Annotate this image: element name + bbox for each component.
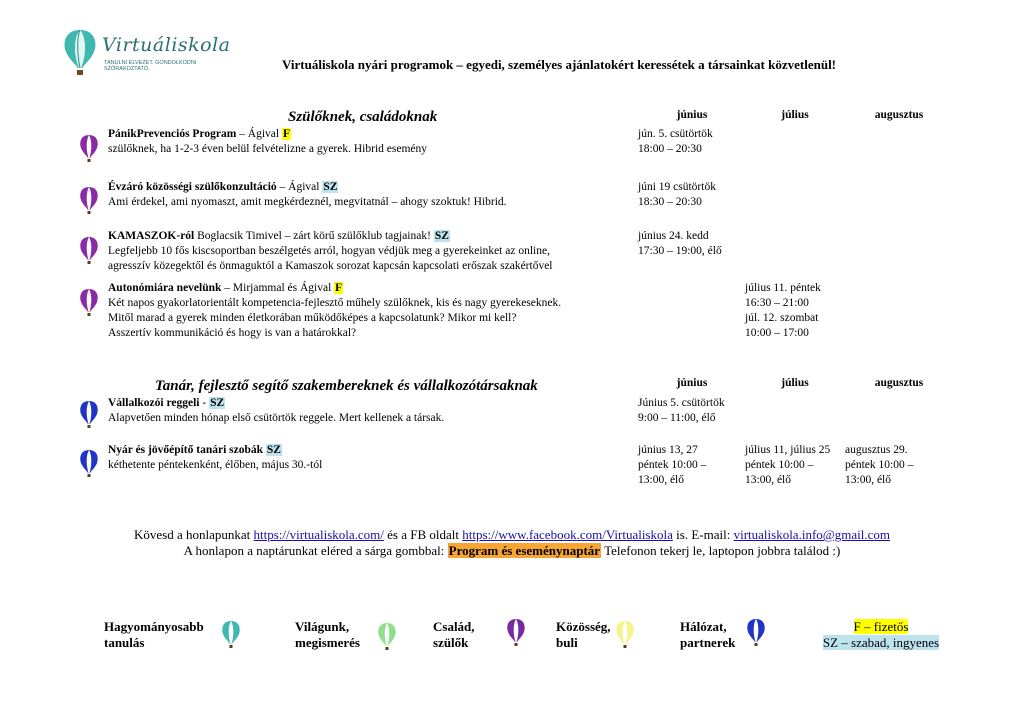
time-line: péntek 10:00 – xyxy=(745,459,814,471)
network-balloon-icon xyxy=(78,449,100,479)
section1-title: Szülőknek, családoknak xyxy=(288,109,438,125)
event-host: - xyxy=(199,397,210,409)
event-desc: szülőknek, ha 1-2-3 éven belül felvételizne a gyerek. Hibrid esemény xyxy=(108,143,428,155)
footer-links xyxy=(0,527,1024,543)
legend-paid: F – fizetős xyxy=(853,619,909,634)
event-host: – Mirjammal és Ágival xyxy=(221,282,335,294)
event-host: – Ágival xyxy=(236,128,282,140)
legend-label: megismerés xyxy=(295,635,360,650)
section2-month-june: június xyxy=(676,377,708,389)
legend-label: szülők xyxy=(433,635,469,650)
section1-month-august: augusztus xyxy=(874,109,924,121)
family-balloon-icon xyxy=(78,288,100,318)
legend-label: Család, xyxy=(433,619,475,634)
footer-calendar xyxy=(0,543,1024,559)
event-autonomia-july xyxy=(745,281,821,341)
date-line: Június 5. csütörtök xyxy=(638,397,725,409)
event-title: Vállalkozói reggeli xyxy=(108,397,200,409)
event-tanari-july xyxy=(745,443,830,488)
legend-label: Hagyományosabb xyxy=(104,619,204,634)
time-line: 13:00, élő xyxy=(638,474,684,486)
date-line: augusztus 29. xyxy=(845,444,908,456)
time-line: 16:30 – 21:00 xyxy=(745,297,809,309)
legend-label: Világunk, xyxy=(295,619,350,634)
logo-tagline: TANULNI ÉLVEZET. GONDOLKODNI SZÓRAKOZTATÓ. xyxy=(104,60,197,72)
website-link[interactable]: https://virtualiskola.com/ xyxy=(253,527,384,542)
event-desc: Mitől marad a gyerek minden életkorában működőképes a kapcsolatunk? Mikor mi kell? xyxy=(108,312,517,324)
logo xyxy=(60,28,230,80)
legend-label: Hálózat, xyxy=(680,619,727,634)
legend-label: buli xyxy=(556,635,578,650)
date-line: július 11, július 25 xyxy=(745,444,831,456)
date-line: júl. 12. szombat xyxy=(745,312,819,324)
footer-text: A honlapon a naptárunkat eléred a sárga gombbal: xyxy=(183,543,448,558)
legend-free: SZ – szabad, ingyenes xyxy=(822,635,940,650)
footer-text: is. E-mail: xyxy=(672,527,734,542)
time-line: 13:00, élő xyxy=(845,474,891,486)
tag-free: SZ xyxy=(434,230,449,242)
section2-month-july: július xyxy=(781,377,809,389)
email-link[interactable]: virtualiskola.info@gmail.com xyxy=(733,527,890,542)
event-desc: Ami érdekel, ami nyomaszt, amit megkérdeznél, megvitatnál – ahogy szoktuk! Hibrid. xyxy=(108,196,507,208)
family-balloon-icon xyxy=(78,134,100,164)
legend-tags xyxy=(815,619,947,651)
time-line: 13:00, élő xyxy=(745,474,791,486)
event-desc: kéthetente péntekenként, élőben, május 30.-tól xyxy=(108,459,323,471)
event-title: KAMASZOK-ról xyxy=(108,230,195,242)
community-balloon-icon xyxy=(614,620,636,650)
event-panikprevencio xyxy=(108,127,427,157)
event-desc: agresszív közegektől és önmaguktól a Kamaszok sorozat kapcsán kapcsolati erőszak szakértővel xyxy=(108,260,553,272)
time-line: 17:30 – 19:00, élő xyxy=(638,245,722,257)
event-tanari-june xyxy=(638,443,706,488)
footer-text: Kövesd a honlapunkat xyxy=(134,527,254,542)
legend-world xyxy=(295,619,360,651)
event-evzaro-june xyxy=(638,180,716,210)
family-balloon-icon xyxy=(505,618,527,648)
event-desc: Alapvetően minden hónap első csütörtök reggele. Mert kellenek a társak. xyxy=(108,412,445,424)
date-line: július 11. péntek xyxy=(745,282,821,294)
learning-balloon-icon xyxy=(220,620,242,650)
event-title: PánikPrevenciós Program xyxy=(108,128,237,140)
legend-network xyxy=(680,619,735,651)
family-balloon-icon xyxy=(78,236,100,266)
event-title: Évzáró közösségi szülőkonzultáció xyxy=(108,181,277,193)
time-line: 10:00 – 17:00 xyxy=(745,327,809,339)
time-line: péntek 10:00 – xyxy=(845,459,914,471)
date-line: június 13, 27 xyxy=(638,444,698,456)
family-balloon-icon xyxy=(78,186,100,216)
event-desc: Két napos gyakorlatorientált kompetencia-fejlesztő műhely szülőknek, kis és nagy gyerekeseknek. xyxy=(108,297,562,309)
section2-month-august: augusztus xyxy=(874,377,924,389)
section2-title: Tanár, fejlesztő segítő szakembereknek és vállalkozótársaknak xyxy=(155,378,538,394)
tag-free: SZ xyxy=(323,181,338,193)
legend-family xyxy=(433,619,475,651)
event-kamaszok-june xyxy=(638,229,722,259)
date-line: június 24. kedd xyxy=(638,230,709,242)
time-line: péntek 10:00 – xyxy=(638,459,707,471)
event-desc: Asszertív kommunikáció és hogy is van a határokkal? xyxy=(108,327,357,339)
balloon-logo-icon xyxy=(60,28,100,80)
footer-text: Telefonon tekerj le, laptopon jobbra találod :) xyxy=(601,543,841,558)
date-line: júni 19 csütörtök xyxy=(638,181,716,193)
event-panikprevencio-june xyxy=(638,127,713,157)
world-balloon-icon xyxy=(376,622,398,652)
event-autonomia xyxy=(108,281,561,341)
date-line: jún. 5. csütörtök xyxy=(638,128,713,140)
event-host: – Ágival xyxy=(276,181,323,193)
legend-label: partnerek xyxy=(680,635,736,650)
tag-paid: F xyxy=(335,282,343,294)
tag-free: SZ xyxy=(266,444,281,456)
footer-text: és a FB oldalt xyxy=(383,527,463,542)
legend-label: tanulás xyxy=(104,635,145,650)
logo-name: Virtuáliskola xyxy=(102,34,231,56)
event-kamaszok xyxy=(108,229,553,274)
calendar-button-label: Program és eseménynaptár xyxy=(448,543,601,558)
legend-community xyxy=(556,619,611,651)
tag-free: SZ xyxy=(210,397,225,409)
section1-month-july: július xyxy=(781,109,809,121)
page-title: Virtuáliskola nyári programok – egyedi, személyes ajánlatokért keressétek a társainkat közvetlenül! xyxy=(282,57,837,72)
legend-traditional xyxy=(104,619,204,651)
network-balloon-icon xyxy=(78,400,100,430)
time-line: 18:30 – 20:30 xyxy=(638,196,702,208)
event-desc: Legfeljebb 10 fős kiscsoportban beszélgetés arról, hogyan védjük meg a gyerekeinket az online, xyxy=(108,245,550,257)
time-line: 9:00 – 11:00, élő xyxy=(638,412,716,424)
facebook-link[interactable]: https://www.facebook.com/Virtualiskola xyxy=(462,527,673,542)
section1-month-june: június xyxy=(676,109,708,121)
event-host: Boglacsik Timivel – zárt körű szülőklub tagjainak! xyxy=(194,230,434,242)
event-vallalkozoi-june xyxy=(638,396,725,426)
event-title: Autonómiára nevelünk xyxy=(108,282,222,294)
event-tanari-szobak xyxy=(108,443,322,473)
time-line: 18:00 – 20:30 xyxy=(638,143,702,155)
network-balloon-icon xyxy=(745,618,767,648)
legend-label: Közösség, xyxy=(556,619,611,634)
tag-paid: F xyxy=(282,128,291,140)
event-title: Nyár és jövőépítő tanári szobák xyxy=(108,444,264,456)
event-evzaro xyxy=(108,180,507,210)
event-tanari-aug xyxy=(845,443,913,488)
event-vallalkozoi-reggeli xyxy=(108,396,444,426)
